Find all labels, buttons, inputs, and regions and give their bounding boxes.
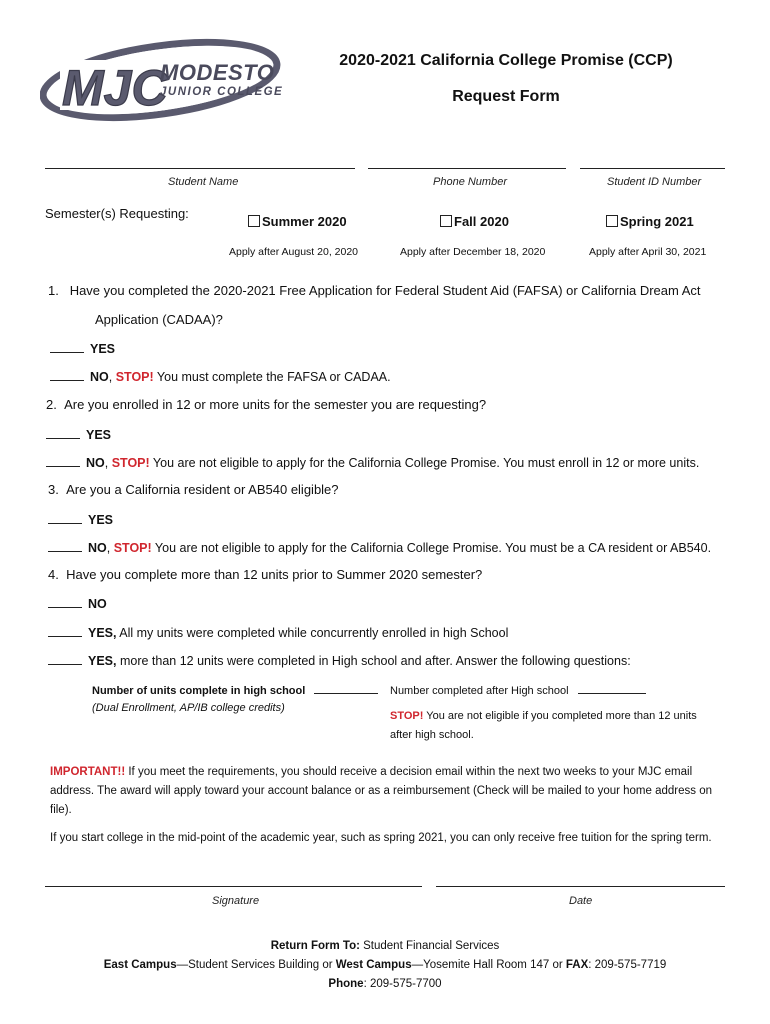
q3-question: Are you a California resident or AB540 eligible? xyxy=(66,482,339,497)
q4-yes-concurrent[interactable] xyxy=(48,624,508,640)
units-stop xyxy=(390,710,697,722)
q4-yes-more-blank[interactable] xyxy=(48,652,82,665)
signature-line[interactable] xyxy=(45,886,422,887)
q4-no-label: NO xyxy=(88,597,107,611)
units-hs-label: Number of units complete in high school xyxy=(92,685,306,697)
q4-question: Have you complete more than 12 units prior to Summer 2020 semester? xyxy=(66,567,483,582)
q3-no-label: NO xyxy=(88,541,107,555)
q4-yes-concurrent-blank[interactable] xyxy=(48,624,82,637)
important-label: IMPORTANT!! xyxy=(50,766,126,778)
fall-label: Fall 2020 xyxy=(454,214,509,229)
spring-checkbox[interactable] xyxy=(606,215,618,227)
q1-line2: Application (CADAA)? xyxy=(95,312,223,327)
units-after-label: Number completed after High school xyxy=(390,685,569,697)
q1-no-text: You must complete the FAFSA or CADAA. xyxy=(153,370,391,384)
q4-yes-more-label: YES, xyxy=(88,654,117,668)
fall-checkbox[interactable] xyxy=(440,215,452,227)
q4-no[interactable] xyxy=(48,595,107,611)
q3-text xyxy=(48,482,339,497)
units-after-blank[interactable] xyxy=(578,683,646,694)
q3-stop: STOP! xyxy=(113,541,152,555)
page-subtitle: Request Form xyxy=(452,88,560,105)
q2-yes-label: YES xyxy=(86,428,112,442)
q4-text xyxy=(48,567,482,582)
summer-checkbox[interactable] xyxy=(248,215,260,227)
important-line2: address. The award will apply toward your account balance or as a reimbursement (Check will be mailed to your home address on xyxy=(50,785,713,797)
student-id-label: Student ID Number xyxy=(607,176,702,188)
signature-label: Signature xyxy=(212,895,260,907)
spring-note: Apply after April 30, 2021 xyxy=(589,246,707,258)
logo-subname: JUNIOR COLLEGE xyxy=(160,86,284,98)
summer-label: Summer 2020 xyxy=(262,214,347,229)
units-stop-text: You are not eligible if you completed more than 12 units xyxy=(423,710,697,722)
east-value: —Student Services Building or xyxy=(176,959,336,971)
units-hs xyxy=(92,683,378,697)
q4-yes-concurrent-label: YES, xyxy=(88,626,117,640)
student-id-line[interactable] xyxy=(580,168,725,169)
footer xyxy=(0,937,770,994)
q2-no[interactable]: NO, STOP! You are not eligible to apply for the California College Promise. You must enroll in 12 or more units. xyxy=(46,454,699,470)
midpoint-note: If you start college in the mid-point of the academic year, such as spring 2021, you can only receive free tuition for the spring term. xyxy=(50,832,712,844)
units-hs-note: (Dual Enrollment, AP/IB college credits) xyxy=(92,702,285,714)
fall-note: Apply after December 18, 2020 xyxy=(400,246,546,258)
summer-note: Apply after August 20, 2020 xyxy=(229,246,359,258)
semester-summer[interactable] xyxy=(248,214,347,229)
q1-no-label: NO xyxy=(90,370,109,384)
return-label: Return Form To: xyxy=(270,940,360,952)
student-name-line[interactable] xyxy=(45,168,355,169)
q1-no[interactable]: NO, STOP! You must complete the FAFSA or CADAA. xyxy=(50,368,391,384)
west-label: West Campus xyxy=(335,959,412,971)
q1-number: 1. xyxy=(48,283,59,298)
fax-value: : 209-575-7719 xyxy=(588,959,667,971)
return-value: Student Financial Services xyxy=(359,940,500,952)
west-value: —Yosemite Hall Room 147 or xyxy=(411,959,566,971)
semester-spring[interactable] xyxy=(606,214,694,229)
fax-label: FAX xyxy=(565,959,589,971)
date-label: Date xyxy=(569,895,593,907)
important-text1: If you meet the requirements, you should receive a decision email within the next two weeks to your MJC email xyxy=(125,766,693,778)
q4-yes-more[interactable] xyxy=(48,652,631,668)
q1-no-blank[interactable] xyxy=(50,368,84,381)
q3-yes-blank[interactable] xyxy=(48,511,82,524)
page-title: 2020-2021 California College Promise (CCP) xyxy=(339,52,673,69)
semester-label: Semester(s) Requesting: xyxy=(45,206,189,221)
units-after xyxy=(390,683,646,697)
q3-no-blank[interactable] xyxy=(48,539,82,552)
q3-no[interactable]: NO, STOP! You are not eligible to apply for the California College Promise. You must be a CA resident or AB540. xyxy=(48,539,711,555)
logo-mark: MJC xyxy=(62,60,168,116)
q4-number: 4. xyxy=(48,567,59,582)
logo-name: MODESTO xyxy=(160,60,275,85)
q3-yes[interactable] xyxy=(48,511,113,527)
student-name-label: Student Name xyxy=(168,176,239,188)
q1-text xyxy=(48,283,701,298)
phone-label: Phone Number xyxy=(433,176,507,188)
q1-yes-label: YES xyxy=(90,342,116,356)
units-stop-line2: after high school. xyxy=(390,729,474,741)
phone-line[interactable] xyxy=(368,168,566,169)
q1-yes-blank[interactable] xyxy=(50,340,84,353)
q3-yes-label: YES xyxy=(88,513,114,527)
logo xyxy=(40,32,290,132)
phone-contact-value: : 209-575-7700 xyxy=(363,978,442,990)
q1-yes[interactable] xyxy=(50,340,115,356)
q2-no-label: NO xyxy=(86,456,105,470)
footer-return xyxy=(0,937,770,956)
q2-yes[interactable] xyxy=(46,426,111,442)
footer-phone xyxy=(0,975,770,994)
units-stop-label: STOP! xyxy=(390,710,424,722)
q3-number: 3. xyxy=(48,482,59,497)
q2-text xyxy=(46,397,486,412)
q4-yes-concurrent-text: All my units were completed while concurrently enrolled in high School xyxy=(116,626,509,640)
footer-campus xyxy=(0,956,770,975)
q4-no-blank[interactable] xyxy=(48,595,82,608)
phone-contact-label: Phone xyxy=(328,978,364,990)
q2-no-blank[interactable] xyxy=(46,454,80,467)
important-block xyxy=(50,763,730,820)
q2-stop: STOP! xyxy=(111,456,150,470)
q4-yes-more-text: more than 12 units were completed in High school and after. Answer the following questions: xyxy=(116,654,631,668)
q2-question: Are you enrolled in 12 or more units for the semester you are requesting? xyxy=(64,397,487,412)
important-line1 xyxy=(50,763,730,782)
q2-number: 2. xyxy=(46,397,57,412)
east-label: East Campus xyxy=(103,959,177,971)
q1-stop: STOP! xyxy=(115,370,154,384)
units-hs-blank[interactable] xyxy=(314,683,378,694)
important-line3: file). xyxy=(50,804,72,816)
semester-fall[interactable] xyxy=(440,214,509,229)
q3-no-text: You are not eligible to apply for the California College Promise. You must be a CA resident or AB540. xyxy=(151,541,712,555)
q2-no-text: You are not eligible to apply for the California College Promise. You must enroll in 12 or more units. xyxy=(149,456,700,470)
date-line[interactable] xyxy=(436,886,725,887)
spring-label: Spring 2021 xyxy=(620,214,694,229)
q1-line1: Have you completed the 2020-2021 Free Application for Federal Student Aid (FAFSA) or California Dream Act xyxy=(69,283,701,298)
q2-yes-blank[interactable] xyxy=(46,426,80,439)
